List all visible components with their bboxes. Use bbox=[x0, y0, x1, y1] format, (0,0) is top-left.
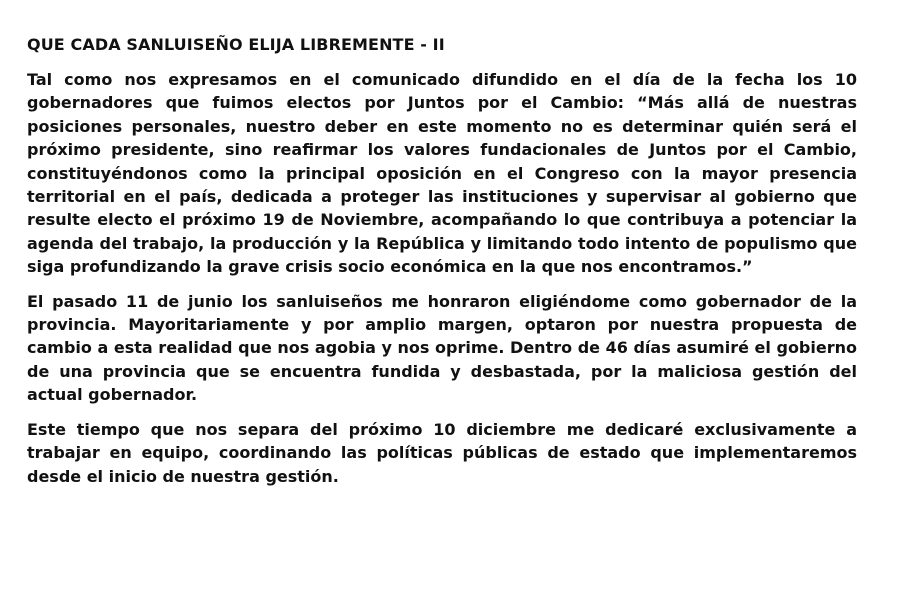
paragraph-3: Este tiempo que nos separa del próximo 10 diciembre me dedicaré exclusivamente a trabajar en equipo, coordinando las políticas públicas de estado que implementaremos desde el inicio de nuestra gestión. bbox=[27, 419, 857, 486]
paragraph-2: El pasado 11 de junio los sanluiseños me honraron eligiéndome como gobernador de la provincia. Mayoritariamente y por amplio margen, optaron por nuestra propuesta de cambio a esta realidad que nos agobia y nos oprime. Dentro de 46 días asumiré el gobierno de una provincia que se encuentra fundida y desbastada, por la maliciosa gestión del actual gobernador. bbox=[27, 291, 857, 405]
document-title: QUE CADA SANLUISEÑO ELIJA LIBREMENTE - II bbox=[27, 35, 445, 54]
paragraph-1: Tal como nos expresamos en el comunicado difundido en el día de la fecha los 10 gobernadores que fuimos electos por Juntos por el Cambio: “Más allá de nuestras posiciones personales, nuestro deber en este momento no es determinar quién será el próximo presidente, sino reafirmar los valores fundacionales de Juntos por el Cambio, constituyéndonos como la principal oposición en el Congreso con la mayor presencia territorial en el país, dedicada a proteger las instituciones y supervisar al gobierno que resulte electo el próximo 19 de Noviembre, acompañando lo que contribuya a potenciar la agenda del trabajo, la producción y la República y limitando todo intento de populismo que siga profundizando la grave crisis socio económica en la que nos encontramos.” bbox=[27, 70, 857, 277]
document-page bbox=[27, 32, 857, 499]
